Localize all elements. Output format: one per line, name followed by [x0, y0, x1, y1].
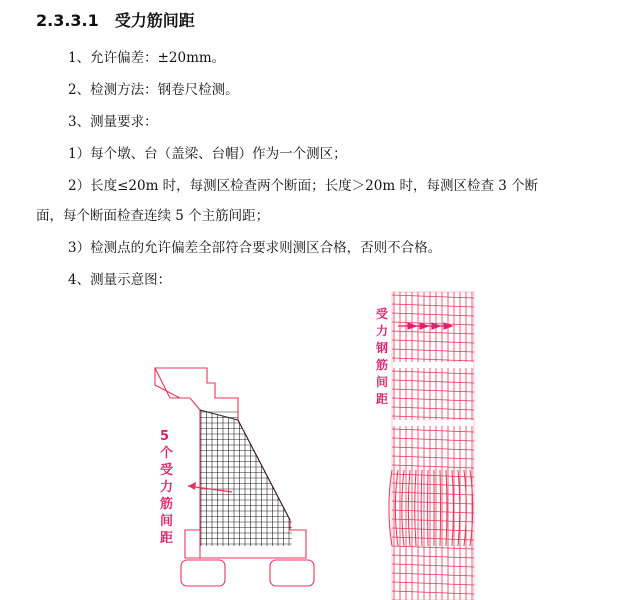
paragraph-tolerance: 1、允许偏差：±20mm。	[68, 50, 226, 66]
left-label-char: 距	[160, 531, 174, 546]
left-label-char: 受	[160, 463, 174, 478]
right-label-char: 受	[376, 307, 389, 321]
paragraph-method: 2、检测方法：钢卷尺检测。	[68, 82, 239, 98]
rebar-cage-drawing	[389, 292, 474, 600]
right-label-char: 筋	[376, 358, 389, 372]
paragraph-req-3: 3）检测点的允许偏差全部符合要求则测区合格，否则不合格。	[68, 240, 442, 256]
right-label-char: 力	[376, 324, 389, 338]
left-label-char: 5	[160, 429, 170, 444]
right-label-char: 距	[376, 392, 389, 406]
section-number: 2.3.3.1	[36, 11, 99, 30]
left-label-char: 个	[160, 446, 174, 461]
right-label-char: 钢	[376, 341, 389, 355]
left-label	[160, 429, 173, 546]
left-label-char: 间	[160, 514, 174, 529]
paragraph-req-1: 1）每个墩、台（盖梁、台帽）作为一个测区；	[68, 146, 347, 162]
arrow-head-icon	[188, 482, 196, 490]
rebar-mesh-grid	[200, 410, 292, 546]
cage-segment	[392, 368, 474, 420]
right-label	[375, 306, 389, 406]
left-label-char: 筋	[160, 497, 174, 512]
left-label-char: 力	[160, 480, 174, 495]
cage-segment	[392, 426, 474, 600]
right-label-char: 间	[376, 375, 389, 389]
section-title: 受力筋间距	[114, 11, 195, 30]
paragraph-diagram: 4、测量示意图：	[68, 272, 172, 288]
paragraph-req-2: 2）长度≤20m 时，每测区检查两个断面；长度＞20m 时，每测区检查 3 个断	[68, 178, 539, 194]
paragraph-req-2-cont: 面，每个断面检查连续 5 个主筋间距；	[36, 208, 270, 224]
pier-cap-drawing	[155, 368, 314, 586]
paragraph-requirements: 3、测量要求：	[68, 114, 158, 130]
